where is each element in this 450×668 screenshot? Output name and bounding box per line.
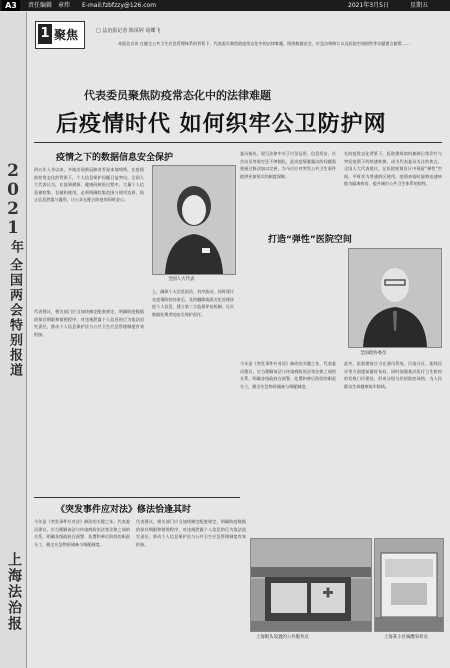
main-title: 后疫情时代 如何织牢公卫防护网 [56,111,387,137]
article-column: 上，确保个人信息依法、有序流动。同时建议在疫情防控结束后，及时删除或匿名化处理涉疫个人信息，建立第三方监督评估机制，压实数据处理者的安全保护责任。 [152,289,234,317]
photo-caption: 上海某小区核酸采样点 [384,635,428,640]
section-heading: 《突发事件应对法》修法恰逢其时 [56,505,192,515]
year-digit: 1 [7,218,19,238]
year-suffix: 年 [8,240,23,253]
year-digit: 2 [7,161,19,181]
section-badge-title: 聚焦 [54,28,79,42]
year-digit: 2 [7,199,19,219]
issue-weekday: 星期五 [410,2,429,9]
title-divider [34,142,442,143]
issue-date: 2021年3月5日 [348,2,389,9]
article-column: 在防疫常态化背景下，医院建筑如何兼顾日常诊疗与突发疫情下的快速转换，成为代表委员关注的焦点。全国人大代表建议，在医院规划设计中预留“弹性”空间，平时作为普通病区使用，疫情来临时能够迅速转换为隔离病房，提升城市公共卫生体系的韧性。 [344,151,442,187]
portrait-photo [348,248,442,348]
editor-name: 章炜 [58,2,71,9]
article-column: 四五年入冬以来，多地出现新冠肺炎零星本地病例，在疫情防控常态化的背景下，个人信息保护问题日益突出。全国人大代表认为，在流调溯源、健康码核验过程中，大量个人信息被收集、存储和使用，必须明确收集范围与使用边界，防止信息泄露与滥用，让公众在配合防疫的同时安心。 [34,167,144,203]
page-number: A3 [2,0,20,11]
masthead: 上海法治报 [6,552,22,632]
overline: 代表委员聚焦防疫常态化中的法律难题 [84,89,271,102]
photo-caption: 全国政协委员 [360,351,387,356]
editor-email[interactable]: E-mail:fzbfzzy@126.com [82,2,157,9]
section-heading: 疫情之下的数据信息安全保护 [56,153,174,163]
photo-caption: 全国人大代表 [168,277,195,282]
photo-caption: 上海街头设置的公共服务点 [256,635,309,640]
street-photo [250,538,372,632]
portrait-photo [152,165,236,275]
article-column: 此外，医院建筑应当在通风系统、污染分区、流线设计等方面提前做好布局，同时加强基层医疗卫生机构的发热门诊建设，形成分级分层的防控网络，为人民群众生命健康筑牢防线。 [344,361,442,389]
section-divider [34,497,240,498]
booth-photo [374,538,444,632]
article-column: 委员指出，现行法律中关于应急征用、信息发布、社会动员等规定还不够细化，此次疫情暴露出的问题需要通过修法加以完善，为今后应对突发公共卫生事件提供更加坚实的制度保障。 [240,151,336,179]
article-column: 今年是《突发事件应对法》修改的关键之年。代表委员建议，应当理顺该法与传染病防治法等法律之间的关系，明确各级政府在预警、处置和善后阶段的职责分工，健全应急物资储备与调配制度。 [34,519,130,547]
lead-paragraph: 本报北京讯 在健全公共卫生应急管理体系的背景下，代表委员聚焦防疫常态化中的法律难题，围绕数据安全、应急法律修订以及医院空间韧性等议题建言献策…… [118,41,410,46]
section-badge-number: 1 [38,24,52,44]
year-digit: 0 [7,180,19,200]
series-title: 全国两会特别报道 [7,258,22,378]
section-badge [35,21,85,49]
byline: □ 法治报记者 陈凤婷 胡蝶飞 [96,28,161,34]
editor-label: 责任编辑 [28,2,53,9]
article-column: 代表建议，相关部门应当加快制定配套规定，明确防疫数据的保存期限和销毁程序，对违规泄露个人信息的行为依法追究责任，推动个人信息保护法与公共卫生应急管理制度有效衔接。 [136,519,246,547]
article-column: 今年是《突发事件应对法》修改的关键之年。代表委员建议，应当理顺该法与传染病防治法等法律之间的关系，明确各级政府在预警、处置和善后阶段的职责分工，健全应急物资储备与调配制度。 [240,361,336,389]
page-header-bar [0,0,450,11]
section-heading: 打造“弹性”医院空间 [268,235,352,245]
side-banner [0,12,27,668]
article-column: 代表建议，相关部门应当加快制定配套规定，明确防疫数据的保存期限和销毁程序，对违规泄露个人信息的行为依法追究责任，推动个人信息保护法与公共卫生应急管理制度有效衔接。 [34,309,144,337]
